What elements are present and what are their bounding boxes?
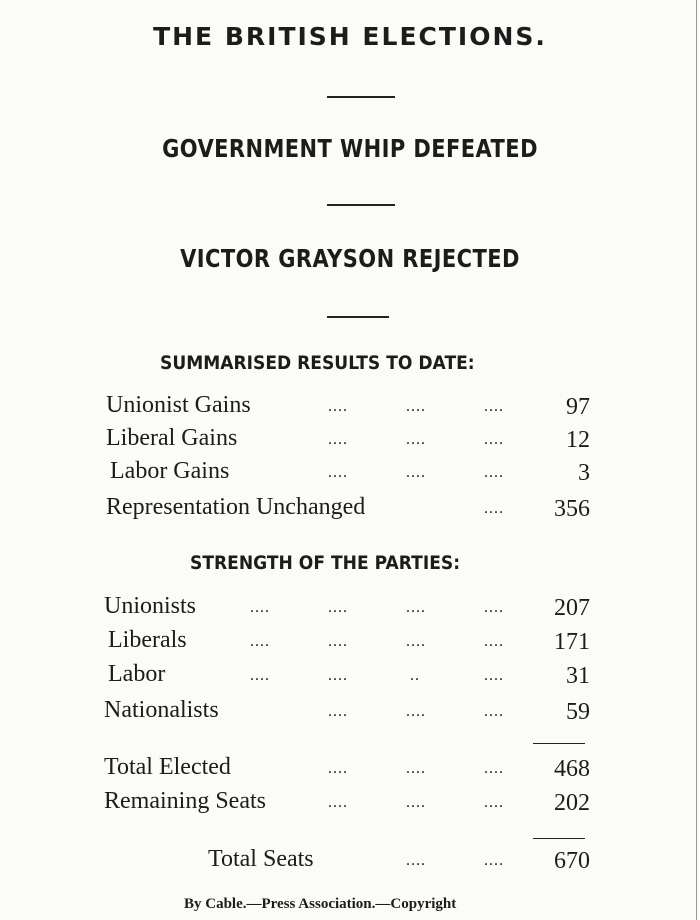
- leader-dots: ....: [406, 599, 426, 616]
- leader-dots: ....: [484, 760, 504, 777]
- leader-dots: ....: [484, 852, 504, 869]
- summary-row: [0, 458, 700, 492]
- strength-row: [0, 697, 700, 731]
- row-value: 3: [578, 460, 590, 486]
- summary-heading: SUMMARISED RESULTS TO DATE:: [160, 352, 475, 374]
- divider-rule: [327, 96, 395, 98]
- leader-dots: ....: [484, 703, 504, 720]
- leader-dots: ....: [484, 431, 504, 448]
- leader-dots: ....: [484, 398, 504, 415]
- leader-dots: ....: [328, 431, 348, 448]
- summary-row: [0, 392, 700, 426]
- divider-rule: [327, 204, 395, 206]
- leader-dots: ....: [406, 852, 426, 869]
- leader-dots: ....: [250, 667, 270, 684]
- leader-dots: ....: [484, 599, 504, 616]
- strength-heading: STRENGTH OF THE PARTIES:: [190, 552, 461, 574]
- remaining-seats-row: [0, 788, 700, 822]
- row-value: 59: [566, 699, 590, 725]
- total-seats-row: [0, 846, 700, 880]
- leader-dots: ....: [484, 633, 504, 650]
- leader-dots: ....: [484, 667, 504, 684]
- summary-row: [0, 494, 700, 528]
- leader-dots: ....: [406, 794, 426, 811]
- summary-row: [0, 425, 700, 459]
- leader-dots: ....: [406, 464, 426, 481]
- leader-dots: ....: [250, 599, 270, 616]
- leader-dots: ....: [328, 703, 348, 720]
- row-label: Remaining Seats: [104, 788, 266, 814]
- leader-dots: ....: [328, 760, 348, 777]
- total-elected-row: [0, 754, 700, 788]
- leader-dots: ....: [328, 794, 348, 811]
- leader-dots: ....: [250, 633, 270, 650]
- sum-rule: [533, 838, 585, 839]
- leader-dots: ....: [406, 633, 426, 650]
- row-label: Representation Unchanged: [106, 494, 366, 520]
- row-label: Unionists: [104, 593, 197, 619]
- row-value: 12: [566, 427, 590, 453]
- leader-dots: ....: [328, 398, 348, 415]
- leader-dots: ..: [410, 667, 420, 684]
- row-value: 202: [554, 790, 590, 816]
- leader-dots: ....: [406, 431, 426, 448]
- row-value: 207: [554, 595, 590, 621]
- leader-dots: ....: [328, 667, 348, 684]
- row-label: Unionist Gains: [106, 392, 251, 418]
- row-label: Total Elected: [104, 754, 231, 780]
- third-headline: VICTOR GRAYSON REJECTED: [180, 244, 520, 273]
- row-value: 171: [554, 629, 590, 655]
- leader-dots: ....: [484, 500, 504, 517]
- row-label: Nationalists: [104, 697, 219, 723]
- strength-row: [0, 661, 700, 695]
- row-label: Labor Gains: [110, 458, 230, 484]
- sum-rule: [533, 743, 585, 744]
- leader-dots: ....: [484, 794, 504, 811]
- leader-dots: ....: [484, 464, 504, 481]
- leader-dots: ....: [406, 760, 426, 777]
- row-label: Total Seats: [208, 846, 314, 872]
- row-value: 670: [554, 848, 590, 874]
- row-value: 31: [566, 663, 590, 689]
- row-value: 468: [554, 756, 590, 782]
- main-headline: THE BRITISH ELECTIONS.: [153, 22, 547, 51]
- leader-dots: ....: [406, 398, 426, 415]
- credit-line: By Cable.—Press Association.—Copyright: [184, 896, 457, 912]
- divider-rule: [327, 316, 389, 318]
- leader-dots: ....: [406, 703, 426, 720]
- leader-dots: ....: [328, 633, 348, 650]
- strength-row: [0, 593, 700, 627]
- leader-dots: ....: [328, 599, 348, 616]
- row-label: Liberal Gains: [106, 425, 238, 451]
- strength-row: [0, 627, 700, 661]
- row-value: 97: [566, 394, 590, 420]
- second-headline: GOVERNMENT WHIP DEFEATED: [162, 134, 538, 163]
- row-label: Liberals: [108, 627, 187, 653]
- row-value: 356: [554, 496, 590, 522]
- leader-dots: ....: [328, 464, 348, 481]
- row-label: Labor: [108, 661, 166, 687]
